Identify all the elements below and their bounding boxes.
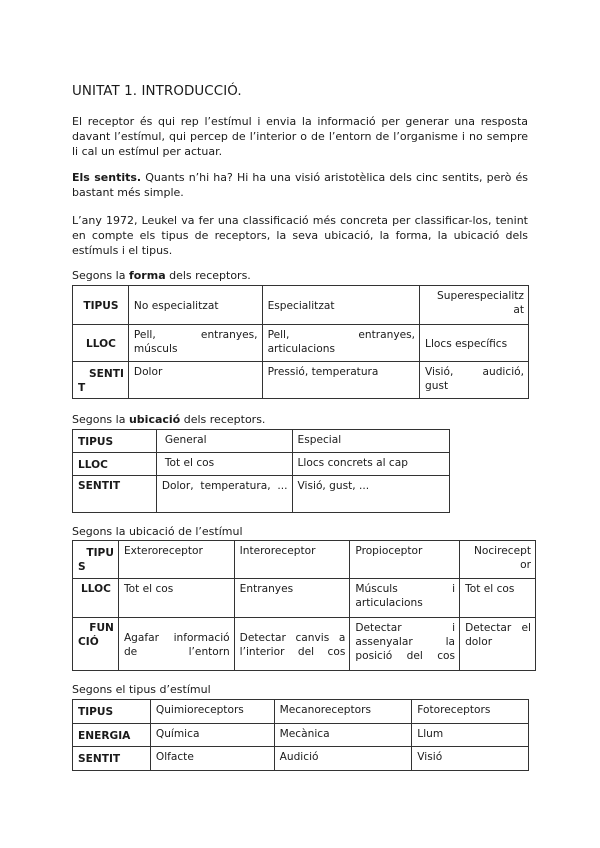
senses-paragraph (72, 170, 528, 200)
table-cell: Pell, entranyes, músculs (128, 325, 262, 362)
leukel-paragraph: L’any 1972, Leukel va fer una classificació més concreta per classificar-los, tenint en compte els tipus de receptors, la seva ubicació, la forma, la ubicació dels estímuls i el tipus. (72, 214, 528, 258)
table3-caption: Segons la ubicació de l’estímul (72, 525, 243, 538)
row-header: LLOC (73, 325, 129, 362)
row-header: ENERGIA (73, 724, 151, 747)
row-header: SENTIT (73, 476, 157, 513)
table-cell: Visió, gust, ... (292, 476, 449, 513)
table-cell: Tot el cos (460, 579, 536, 618)
intro-paragraph: El receptor és qui rep l’estímul i envia la informació per generar una resposta davant l’estímul, qui percep de l’interior o de l’entorn de l’organisme i no sempre li cal un estímul per actuar. (72, 115, 528, 159)
table-stimulus-type (72, 699, 529, 771)
row-header: TIPUS (73, 286, 129, 325)
table-cell: Detectar i assenyalar la posició del cos (350, 618, 460, 671)
row-header: LLOC (73, 453, 157, 476)
table-form-receptors (72, 285, 529, 399)
table-row (73, 325, 529, 362)
table-cell: Olfacte (150, 747, 274, 771)
table-row (73, 476, 450, 513)
table-cell: Mecànica (274, 724, 412, 747)
table-cell: Química (150, 724, 274, 747)
table-cell: No especialitzat (128, 286, 262, 325)
table-cell: Pressió, temperatura (262, 362, 419, 399)
table-cell: Visió (412, 747, 529, 771)
table-cell: Especial (292, 430, 449, 453)
table2-caption: Segons la ubicació dels receptors. (72, 413, 266, 426)
table-cell: Tot el cos (156, 453, 292, 476)
table-cell: Detectar el dolor (460, 618, 536, 671)
row-header: TIPUS (73, 700, 151, 724)
row-header: SENTI T (73, 362, 129, 399)
table-cell: Mecanoreceptors (274, 700, 412, 724)
row-header: FUN CIÓ (73, 618, 119, 671)
table-cell: Pell, entranyes, articulacions (262, 325, 419, 362)
table-row (73, 362, 529, 399)
table-row (73, 453, 450, 476)
page-title: UNITAT 1. INTRODUCCIÓ. (72, 84, 242, 99)
row-header: TIPUS (73, 430, 157, 453)
table-row (73, 430, 450, 453)
table-cell: Audició (274, 747, 412, 771)
table-location-receptors (72, 429, 450, 513)
table-cell: Tot el cos (118, 579, 234, 618)
table-row (73, 579, 536, 618)
table-cell: Interoreceptor (234, 541, 350, 579)
table-cell: Propioceptor (350, 541, 460, 579)
table-cell: General (156, 430, 292, 453)
table-cell: Quimioreceptors (150, 700, 274, 724)
row-header: TIPU S (73, 541, 119, 579)
table-row (73, 724, 529, 747)
table-stimulus-location (72, 540, 536, 671)
table-cell: Dolor (128, 362, 262, 399)
senses-heading: Els sentits. (72, 171, 142, 184)
table-cell: Músculs i articulacions (350, 579, 460, 618)
table1-caption: Segons la forma dels receptors. (72, 269, 251, 282)
table-row (73, 541, 536, 579)
table-row (73, 700, 529, 724)
table-cell: Detectar canvis a l’interior del cos (234, 618, 350, 671)
table-cell: Llocs específics (420, 325, 529, 362)
row-header: SENTIT (73, 747, 151, 771)
table-cell: Agafar informació de l’entorn (118, 618, 234, 671)
table-cell: Superespecialitz at (420, 286, 529, 325)
table-row (73, 286, 529, 325)
table-cell: Entranyes (234, 579, 350, 618)
table-cell: Nocirecept or (460, 541, 536, 579)
senses-text: Quants n’hi ha? Hi ha una visió aristotèlica dels cinc sentits, però és bastant més simple. (72, 171, 529, 200)
row-header: LLOC (73, 579, 119, 618)
table-cell: Llum (412, 724, 529, 747)
table-cell: Exteroreceptor (118, 541, 234, 579)
table-cell: Llocs concrets al cap (292, 453, 449, 476)
table-cell: Fotoreceptors (412, 700, 529, 724)
table-row (73, 747, 529, 771)
table-cell: Especialitzat (262, 286, 419, 325)
table-row (73, 618, 536, 671)
table-cell: Visió, audició, gust (420, 362, 529, 399)
table-cell: Dolor, temperatura, ... (156, 476, 292, 513)
table4-caption: Segons el tipus d’estímul (72, 683, 211, 696)
